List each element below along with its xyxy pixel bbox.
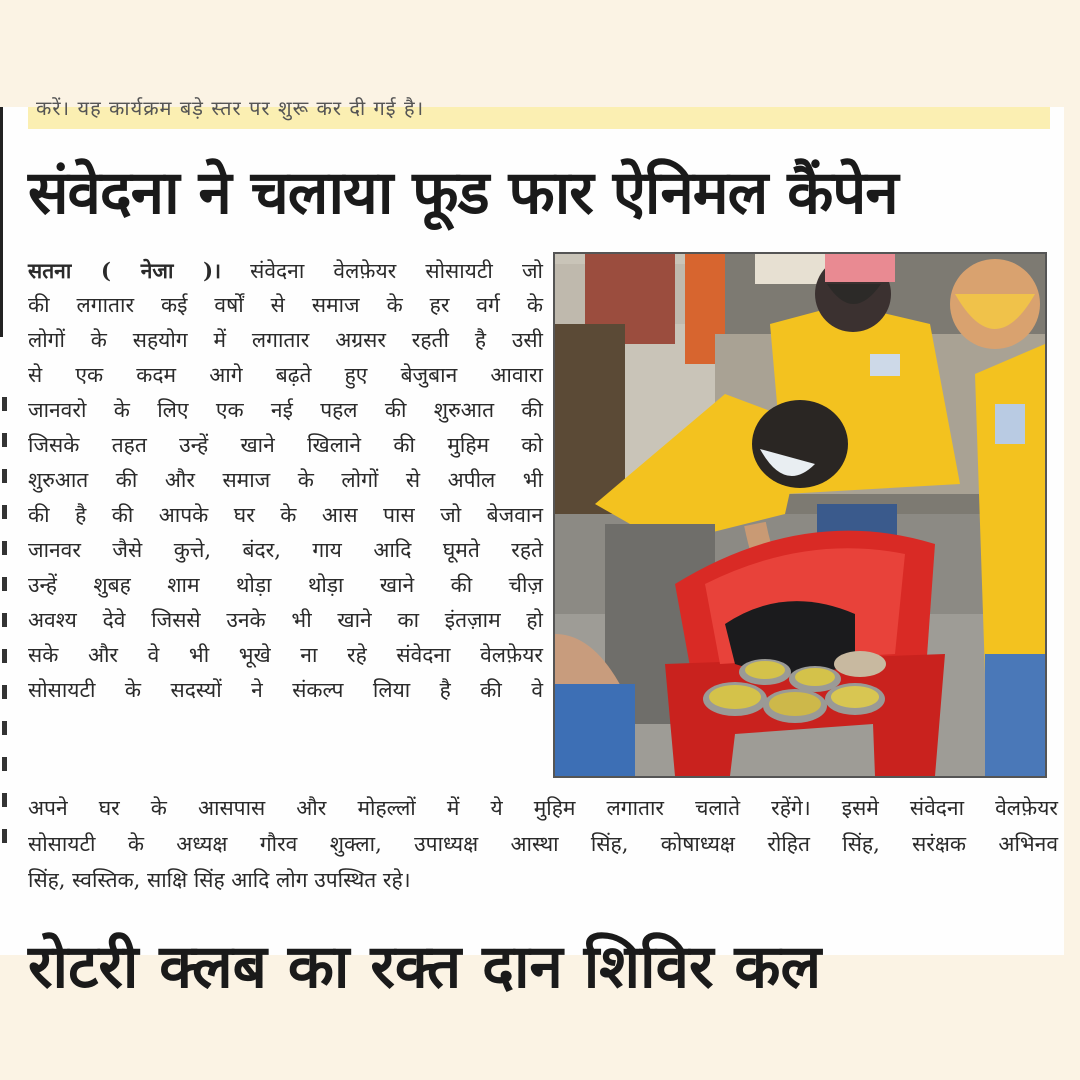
body-line: जानवरो के लिए एक नई पहल की शुरुआत की: [28, 398, 543, 422]
body-line: सोसायटी के अध्यक्ष गौरव शुक्ला, उपाध्यक्ष आस्था सिंह, कोषाध्यक्ष रोहित सिंह, सरंक्षक अभिनव: [28, 832, 1058, 856]
next-article-headline: रोटरी क्लब का रक्त दान शिविर कल: [28, 932, 822, 1002]
body-line: की है की आपके घर के आस पास जो बेजवान: [28, 503, 543, 527]
body-line: शुरुआत की और समाज के लोगों से अपील भी: [28, 468, 543, 492]
column-rule: [0, 107, 3, 337]
dateline: सतना ( नेजा )।: [28, 258, 222, 283]
news-photo: [553, 252, 1047, 778]
body-line: की लगातार कई वर्षों से समाज के हर वर्ग के: [28, 293, 543, 317]
body-line: अपने घर के आसपास और मोहल्लों में ये मुहिम लगातार चलाते रहेंगे। इसमे संवेदना वेलफ़ेयर: [28, 796, 1058, 820]
previous-article-text: करें। यह कार्यक्रम बड़े स्तर पर शुरू कर दी गई है।: [36, 96, 425, 120]
body-line: [28, 253, 543, 288]
body-line: सके और वे भी भूखे ना रहे संवेदना वेलफ़ेयर: [28, 643, 543, 667]
body-line: सिंह, स्वस्तिक, साक्षि सिंह आदि लोग उपस्थित रहे।: [28, 868, 411, 892]
article-body-full-width: [28, 790, 1058, 898]
body-line: अवश्य देवे जिससे उनके भी खाने का इंतज़ाम हो: [28, 608, 543, 632]
body-line: जिसके तहत उन्हें खाने खिलाने की मुहिम को: [28, 433, 543, 457]
article-headline: संवेदना ने चलाया फूड फार ऐनिमल कैंपेन: [28, 158, 898, 228]
body-line: लोगों के सहयोग में लगातार अग्रसर रहती है उसी: [28, 328, 543, 352]
news-photo-illustration: [555, 254, 1045, 776]
body-line: से एक कदम आगे बढ़ते हुए बेजुबान आवारा: [28, 363, 543, 387]
body-line: उन्हें शुबह शाम थोड़ा थोड़ा खाने की चीज़: [28, 573, 543, 597]
adjacent-column-fragments: [2, 397, 8, 865]
newspaper-clipping: [0, 96, 1064, 1002]
article-body-column: [28, 253, 543, 708]
previous-article-strip: [28, 96, 1050, 129]
body-line-text: संवेदना वेलफ़ेयर सोसायटी जो: [250, 259, 543, 283]
body-line: सोसायटी के सदस्यों ने संकल्प लिया है की वे: [28, 678, 543, 702]
body-line: जानवर जैसे कुत्ते, बंदर, गाय आदि घूमते रहते: [28, 538, 543, 562]
